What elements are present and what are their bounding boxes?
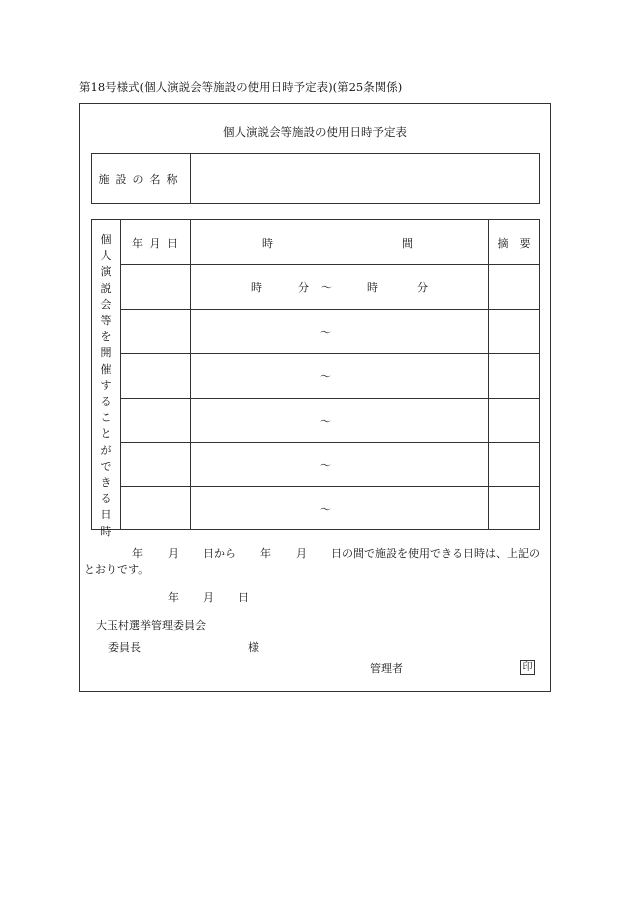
side-char: 等 xyxy=(100,314,112,328)
document-title: 個人演説会等施設の使用日時予定表 xyxy=(223,125,407,139)
side-char: と xyxy=(100,427,112,441)
divider xyxy=(488,220,489,529)
row1-min1: 分 xyxy=(298,281,309,294)
row5-tilde: ～ xyxy=(320,459,331,472)
notice-text-line2: とおりです。 xyxy=(84,563,150,576)
vertical-side-label xyxy=(92,232,120,540)
side-char: で xyxy=(100,459,112,473)
addressee-honorific: 様 xyxy=(248,641,259,654)
notice-month2: 月 xyxy=(296,547,307,560)
notice-month1: 月 xyxy=(168,547,179,560)
row3-tilde: ～ xyxy=(320,370,331,383)
facility-table xyxy=(91,153,540,204)
divider xyxy=(120,398,539,399)
row4-tilde: ～ xyxy=(320,415,331,428)
divider xyxy=(120,353,539,354)
divider xyxy=(190,220,191,529)
row2-tilde: ～ xyxy=(320,326,331,339)
side-char: 人 xyxy=(100,249,112,263)
facility-label: 施設の名称 xyxy=(92,154,191,203)
schedule-table xyxy=(91,219,540,538)
side-char: を xyxy=(100,330,112,344)
date-day: 日 xyxy=(238,591,249,604)
facility-name-field[interactable] xyxy=(191,154,539,203)
header-time-left: 時 xyxy=(262,237,273,250)
divider xyxy=(120,220,121,529)
side-char: き xyxy=(100,476,112,490)
header-remarks: 摘 要 xyxy=(497,237,531,250)
row1-tilde: ～ xyxy=(321,281,332,294)
date-month: 月 xyxy=(203,591,214,604)
side-char: 催 xyxy=(100,362,112,376)
divider xyxy=(120,309,539,310)
side-char: 時 xyxy=(100,524,112,538)
divider xyxy=(120,486,539,487)
notice-text-line1: 日の間で施設を使用できる日時は、上記の xyxy=(331,547,540,560)
form-number: 第18号様式(個人演説会等施設の使用日時予定表)(第25条関係) xyxy=(79,80,403,94)
addressee-role: 委員長 xyxy=(108,641,141,654)
side-char: 説 xyxy=(100,281,112,295)
side-char: る xyxy=(100,395,112,409)
issuer: 大玉村選挙管理委員会 xyxy=(96,619,206,632)
row1-hour2: 時 xyxy=(367,281,378,294)
side-char: 演 xyxy=(100,265,112,279)
notice-day-from: 日から xyxy=(203,547,236,560)
side-char: 会 xyxy=(100,297,112,311)
manager-label: 管理者 xyxy=(370,662,403,675)
row6-tilde: ～ xyxy=(320,503,331,516)
side-char: が xyxy=(100,443,112,457)
notice-year1: 年 xyxy=(132,547,143,560)
divider xyxy=(120,264,539,265)
row1-hour1: 時 xyxy=(251,281,262,294)
side-char: 開 xyxy=(100,346,112,360)
row1-min2: 分 xyxy=(417,281,428,294)
date-year: 年 xyxy=(168,591,179,604)
seal-mark: 印 xyxy=(520,660,535,675)
divider xyxy=(120,442,539,443)
notice-year2: 年 xyxy=(260,547,271,560)
side-char: 個 xyxy=(100,233,112,246)
side-char: す xyxy=(100,378,112,392)
side-char: こ xyxy=(100,411,112,425)
header-date: 年 月 日 xyxy=(132,237,178,250)
side-char: る xyxy=(100,492,112,506)
side-char: 日 xyxy=(100,508,112,522)
header-time-right: 間 xyxy=(402,237,413,250)
